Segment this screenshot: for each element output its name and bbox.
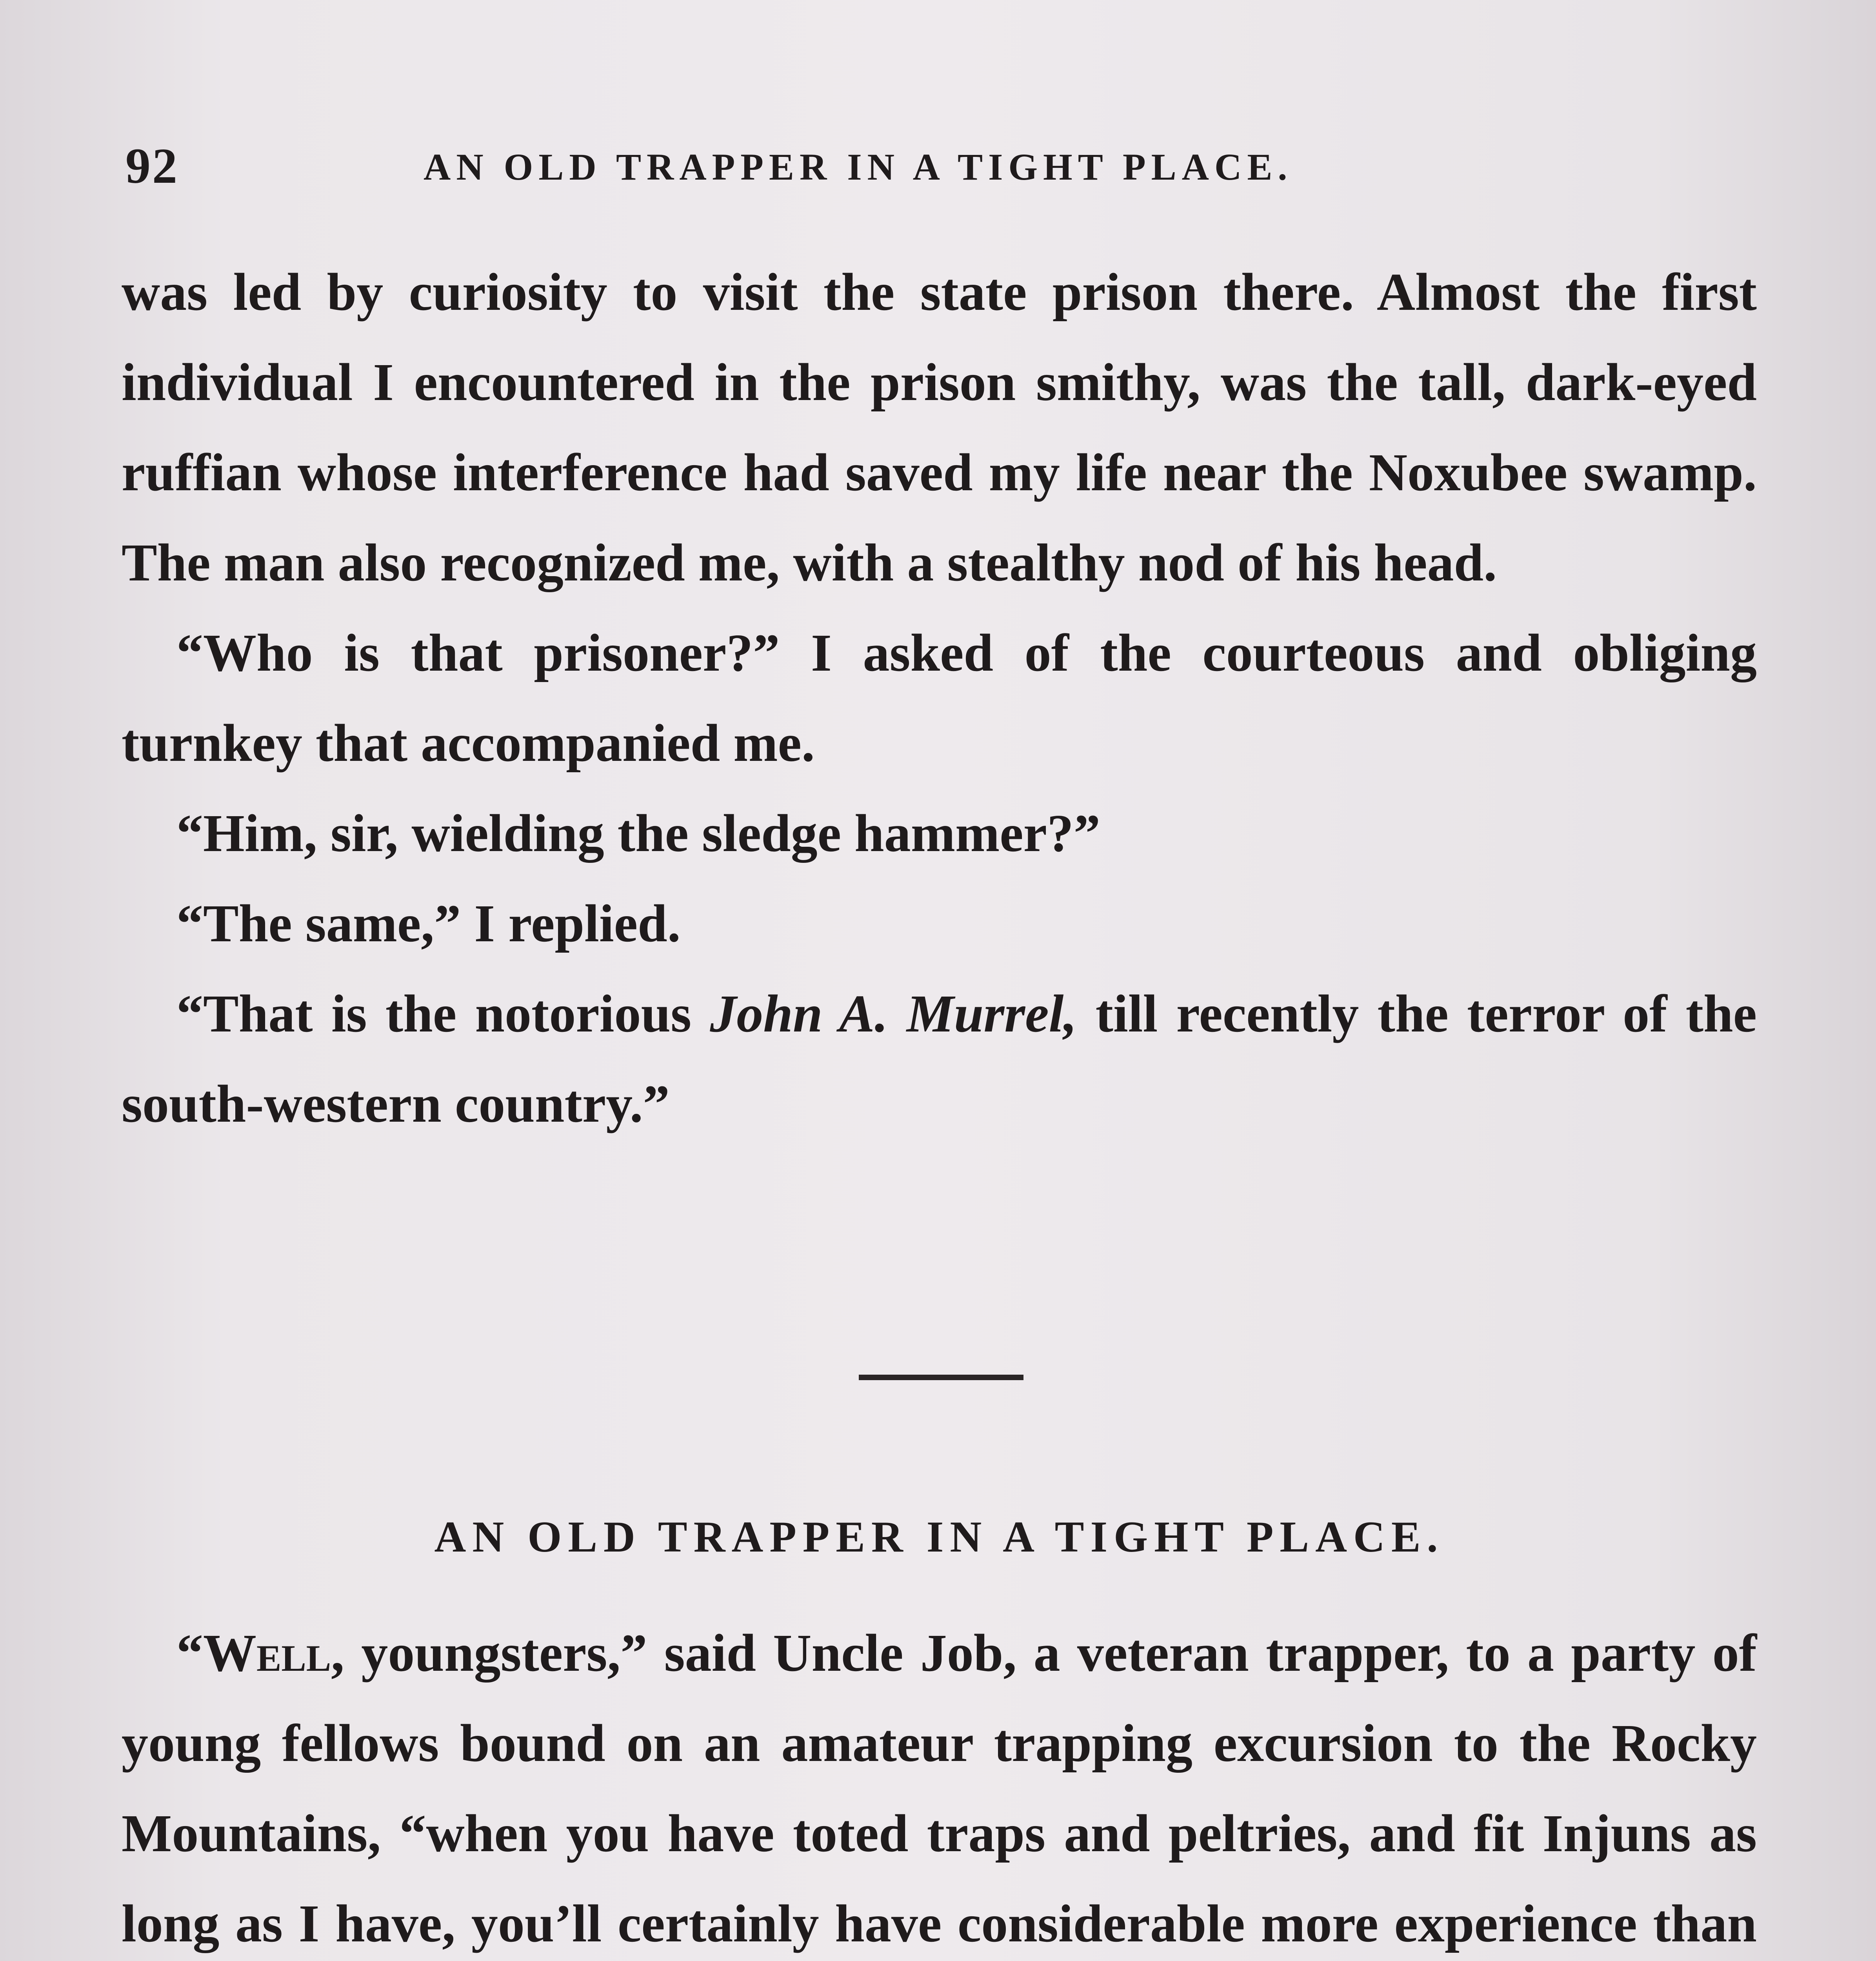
paragraph <box>122 969 1757 1149</box>
opening-quote: “ <box>176 1624 203 1683</box>
story-ending-text <box>122 247 1757 1149</box>
story-text <box>122 1608 1757 1961</box>
page-number: 92 <box>125 138 179 194</box>
paragraph-text: “That is the notorious <box>176 984 710 1043</box>
paragraph: “The same,” I replied. <box>176 894 681 953</box>
paragraph: “Him, sir, wielding the sledge hammer?” <box>176 804 1100 863</box>
opening-word: Well, <box>203 1624 345 1683</box>
section-divider-rule <box>859 1375 1023 1380</box>
running-title: AN OLD TRAPPER IN A TIGHT PLACE. <box>424 146 1293 188</box>
section-heading: AN OLD TRAPPER IN A TIGHT PLACE. <box>434 1513 1444 1561</box>
paragraph: was led by curiosity to visit the state prison there. Almost the first individual I encountered in the prison smithy, was the tall, dark-eyed ruffian whose interference had saved my life near the Noxubee swamp. The man also recognized me, with a stealthy nod of his head. <box>122 263 1757 592</box>
paragraph: “Who is that prisoner?” I asked of the courteous and obliging turnkey that accompanied me. <box>122 624 1757 773</box>
paragraph-text: youngsters,” said Uncle Job, a veteran trapper, to a party of young fellows bound on an amateur trapping excursion to the Rocky Mountains, “when you have toted traps and peltries, and fit Injuns as long as I have, you’ll certainly have considerable more experience than <box>122 1624 1757 1953</box>
running-head <box>125 133 1765 212</box>
paragraph-text: till recently the terror of the south-western country.” <box>122 984 1757 1133</box>
paragraph <box>122 1608 1757 1961</box>
italic-name: John A. Murrel, <box>710 984 1077 1043</box>
